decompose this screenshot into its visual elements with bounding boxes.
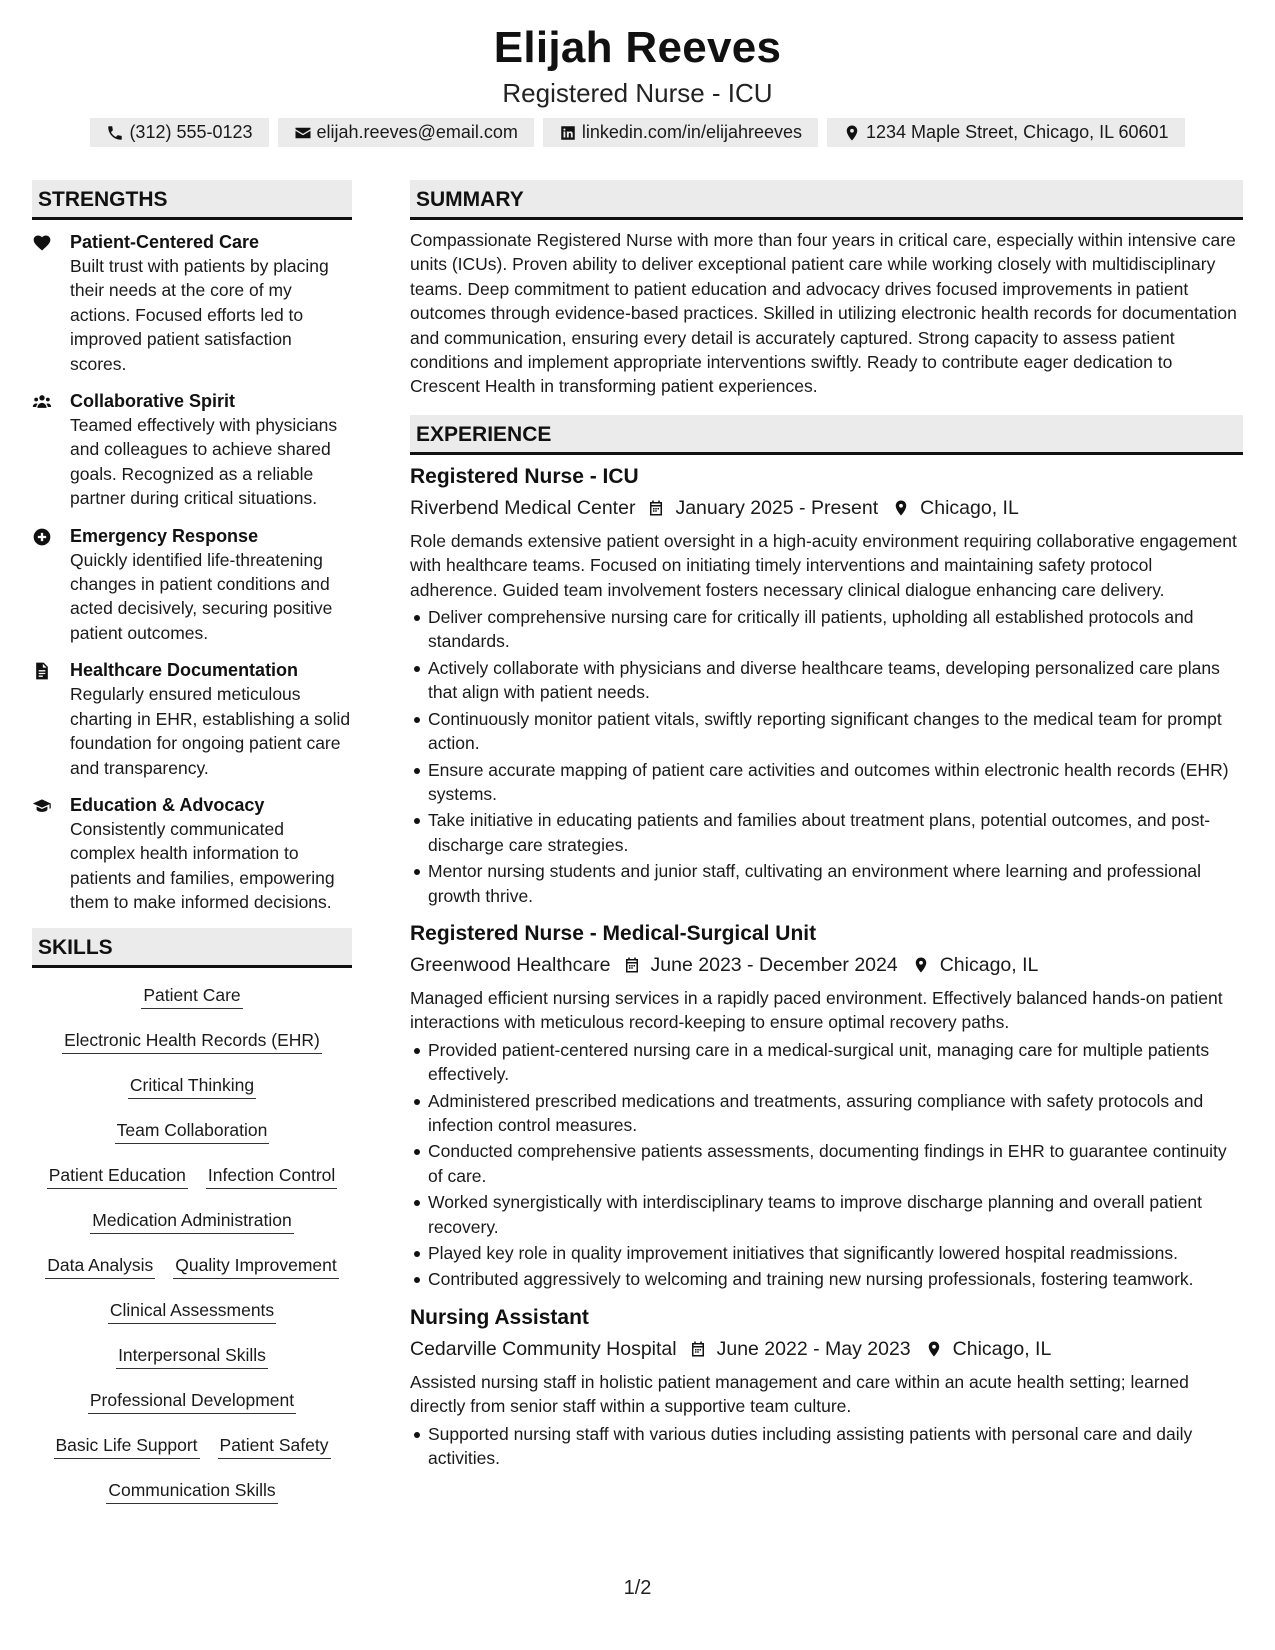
job-dates: June 2022 - May 2023 <box>716 1337 911 1360</box>
skill-tag: Basic Life Support <box>54 1432 200 1459</box>
contact-email[interactable] <box>278 118 534 147</box>
contact-bar <box>0 118 1275 147</box>
skill-tag: Data Analysis <box>45 1252 155 1279</box>
skill-row <box>32 976 352 1021</box>
skill-row <box>32 1066 352 1111</box>
job-bullet: Administered prescribed medications and treatments, assuring compliance with safety protocols and infection control measures. <box>410 1089 1243 1138</box>
job-company: Greenwood Healthcare <box>410 953 611 976</box>
strength-item <box>32 524 352 646</box>
job-meta <box>410 493 1243 523</box>
skill-tag: Patient Education <box>47 1162 188 1189</box>
summary-heading: SUMMARY <box>410 180 1243 220</box>
contact-linkedin-text[interactable]: linkedin.com/in/elijahreeves <box>581 122 803 142</box>
strength-title: Collaborative Spirit <box>70 391 236 412</box>
strength-desc: Built trust with patients by placing their needs at the core of my actions. Focused efforts led to improved patient satisfaction scores. <box>70 256 329 374</box>
plus-circle-icon <box>32 527 52 547</box>
strength-desc: Quickly identified life-threatening changes in patient conditions and acted decisively, securing positive patient outcomes. <box>70 549 333 643</box>
candidate-name: Elijah Reeves <box>493 23 782 72</box>
experience-heading: EXPERIENCE <box>410 415 1243 455</box>
heart-icon <box>32 233 52 253</box>
skill-row <box>32 1471 352 1516</box>
left-column <box>32 180 352 1516</box>
experience-section <box>410 415 1243 1471</box>
skill-row <box>32 1426 352 1471</box>
skill-tag: Clinical Assessments <box>108 1297 276 1324</box>
map-pin-icon <box>925 1339 943 1359</box>
job-bullet: Mentor nursing students and junior staff, cultivating an environment where learning and professional growth thrive. <box>410 859 1243 908</box>
right-column <box>410 180 1243 1472</box>
job-entry <box>410 920 1243 1292</box>
strength-title: Healthcare Documentation <box>70 660 299 681</box>
contact-linkedin[interactable] <box>543 118 818 147</box>
skill-tag: Patient Care <box>141 982 242 1009</box>
job-entry <box>410 1304 1243 1471</box>
job-meta <box>410 1334 1243 1364</box>
resume-header <box>0 22 1275 147</box>
skill-tag: Electronic Health Records (EHR) <box>62 1027 322 1054</box>
job-bullet: Deliver comprehensive nursing care for critically ill patients, upholding all established protocols and standards. <box>410 605 1243 654</box>
job-title: Nursing Assistant <box>410 1305 589 1329</box>
strength-item <box>32 230 352 376</box>
job-bullet: Worked synergistically with interdisciplinary teams to improve discharge planning and overall patient recovery. <box>410 1190 1243 1239</box>
strengths-list <box>32 230 352 915</box>
skill-row <box>32 1021 352 1066</box>
skill-row <box>32 1336 352 1381</box>
job-bullet: Supported nursing staff with various duties including assisting patients with personal care and daily activities. <box>410 1422 1243 1471</box>
skill-tag: Critical Thinking <box>128 1072 256 1099</box>
job-meta <box>410 950 1243 980</box>
strengths-heading: STRENGTHS <box>32 180 352 220</box>
phone-icon <box>106 124 124 142</box>
users-icon <box>32 392 52 412</box>
strength-item <box>32 389 352 511</box>
strength-desc: Teamed effectively with physicians and colleagues to achieve shared goals. Recognized as a reliable partner during critical situations. <box>70 415 338 509</box>
job-dates: January 2025 - Present <box>675 496 879 519</box>
strength-desc: Regularly ensured meticulous charting in EHR, establishing a solid foundation for ongoing patient care and transparency. <box>70 684 351 778</box>
strength-item <box>32 793 352 915</box>
skill-row <box>32 1246 352 1291</box>
strength-item <box>32 658 352 780</box>
contact-address-text: 1234 Maple Street, Chicago, IL 60601 <box>866 122 1169 142</box>
job-description: Managed efficient nursing services in a rapidly paced environment. Effectively balanced hands-on patient interactions with meticulous record-keeping to ensure optimal recovery paths. <box>410 987 1223 1033</box>
calendar-icon <box>689 1339 707 1359</box>
job-bullet: Take initiative in educating patients and families about treatment plans, potential outcomes, and post-discharge care strategies. <box>410 808 1243 857</box>
skill-tag: Communication Skills <box>106 1477 277 1504</box>
job-company: Cedarville Community Hospital <box>410 1337 677 1360</box>
strength-desc: Consistently communicated complex health information to patients and families, empowering them to make informed decisions. <box>70 818 335 913</box>
skill-row <box>32 1201 352 1246</box>
contact-phone <box>90 118 268 147</box>
skills-list <box>32 976 352 1516</box>
job-location: Chicago, IL <box>952 1337 1052 1360</box>
calendar-icon <box>647 498 665 518</box>
job-company: Riverbend Medical Center <box>410 496 636 519</box>
contact-email-text[interactable]: elijah.reeves@email.com <box>316 122 518 142</box>
job-bullet: Played key role in quality improvement initiatives that significantly lowered hospital readmissions. <box>410 1241 1243 1265</box>
strength-title: Education & Advocacy <box>70 794 265 815</box>
job-bullets <box>410 1038 1243 1292</box>
skill-row <box>32 1156 352 1201</box>
job-location: Chicago, IL <box>939 953 1039 976</box>
page-number: 1/2 <box>623 1577 652 1599</box>
skill-row <box>32 1111 352 1156</box>
job-bullets <box>410 1422 1243 1471</box>
candidate-title: Registered Nurse - ICU <box>502 78 773 108</box>
skill-tag: Infection Control <box>206 1162 337 1189</box>
summary-text: Compassionate Registered Nurse with more than four years in critical care, especially within intensive care units (ICUs). Proven ability to deliver exceptional patient care while working closely with multidisciplinary teams. Deep commitment to patient education and advocacy drives focused improvements in patient outcomes through evidence-based practices. Skilled in utilizing electronic health records for documentation and communication, ensuring every detail is accurately captured. Strong capacity to assess patient conditions and implement appropriate interventions swiftly. Ready to contribute eager dedication to Crescent Health in transforming patient experiences. <box>410 230 1237 397</box>
job-description: Assisted nursing staff in holistic patient management and care within an acute health setting; learned directly from senior staff within a supportive team culture. <box>410 1371 1189 1417</box>
strength-title: Patient-Centered Care <box>70 232 260 252</box>
job-bullet: Provided patient-centered nursing care in a medical-surgical unit, managing care for multiple patients effectively. <box>410 1038 1243 1087</box>
skill-tag: Interpersonal Skills <box>116 1342 268 1369</box>
job-dates: June 2023 - December 2024 <box>650 953 898 976</box>
skill-tag: Quality Improvement <box>173 1252 338 1279</box>
map-pin-icon <box>892 498 910 518</box>
graduation-cap-icon <box>32 796 52 816</box>
job-bullet: Ensure accurate mapping of patient care activities and outcomes within electronic health records (EHR) systems. <box>410 758 1243 807</box>
skill-row <box>32 1291 352 1336</box>
skill-tag: Patient Safety <box>218 1432 331 1459</box>
envelope-icon <box>294 124 312 142</box>
job-bullet: Conducted comprehensive patients assessments, documenting findings in EHR to guarantee continuity of care. <box>410 1139 1243 1188</box>
skills-heading: SKILLS <box>32 928 352 968</box>
strength-title: Emergency Response <box>70 525 259 546</box>
skill-tag: Team Collaboration <box>115 1117 270 1144</box>
contact-address <box>827 118 1185 147</box>
linkedin-icon <box>559 124 577 142</box>
job-location: Chicago, IL <box>920 496 1019 519</box>
calendar-icon <box>623 955 641 975</box>
skill-row <box>32 1381 352 1426</box>
job-title: Registered Nurse - Medical-Surgical Unit <box>410 921 817 945</box>
contact-phone-text: (312) 555-0123 <box>129 122 253 142</box>
job-bullets <box>410 605 1243 908</box>
map-pin-icon <box>843 124 861 142</box>
job-entry <box>410 463 1243 908</box>
job-bullet: Actively collaborate with physicians and diverse healthcare teams, developing personalized care plans that align with patient needs. <box>410 656 1243 705</box>
skills-section <box>32 928 352 1516</box>
document-icon <box>32 661 52 681</box>
job-title: Registered Nurse - ICU <box>410 464 639 488</box>
job-description: Role demands extensive patient oversight in a high-acuity environment requiring collaborative engagement with healthcare teams. Focused on initiating timely interventions and maintaining safety protocol adherence. Guided team involvement fosters necessary clinical dialogue enhancing care delivery. <box>410 530 1237 600</box>
job-bullet: Contributed aggressively to welcoming and training new nursing professionals, fostering teamwork. <box>410 1267 1243 1291</box>
skill-tag: Medication Administration <box>90 1207 293 1234</box>
job-bullet: Continuously monitor patient vitals, swiftly reporting significant changes to the medical team for prompt action. <box>410 707 1243 756</box>
map-pin-icon <box>912 955 930 975</box>
skill-tag: Professional Development <box>88 1387 296 1414</box>
